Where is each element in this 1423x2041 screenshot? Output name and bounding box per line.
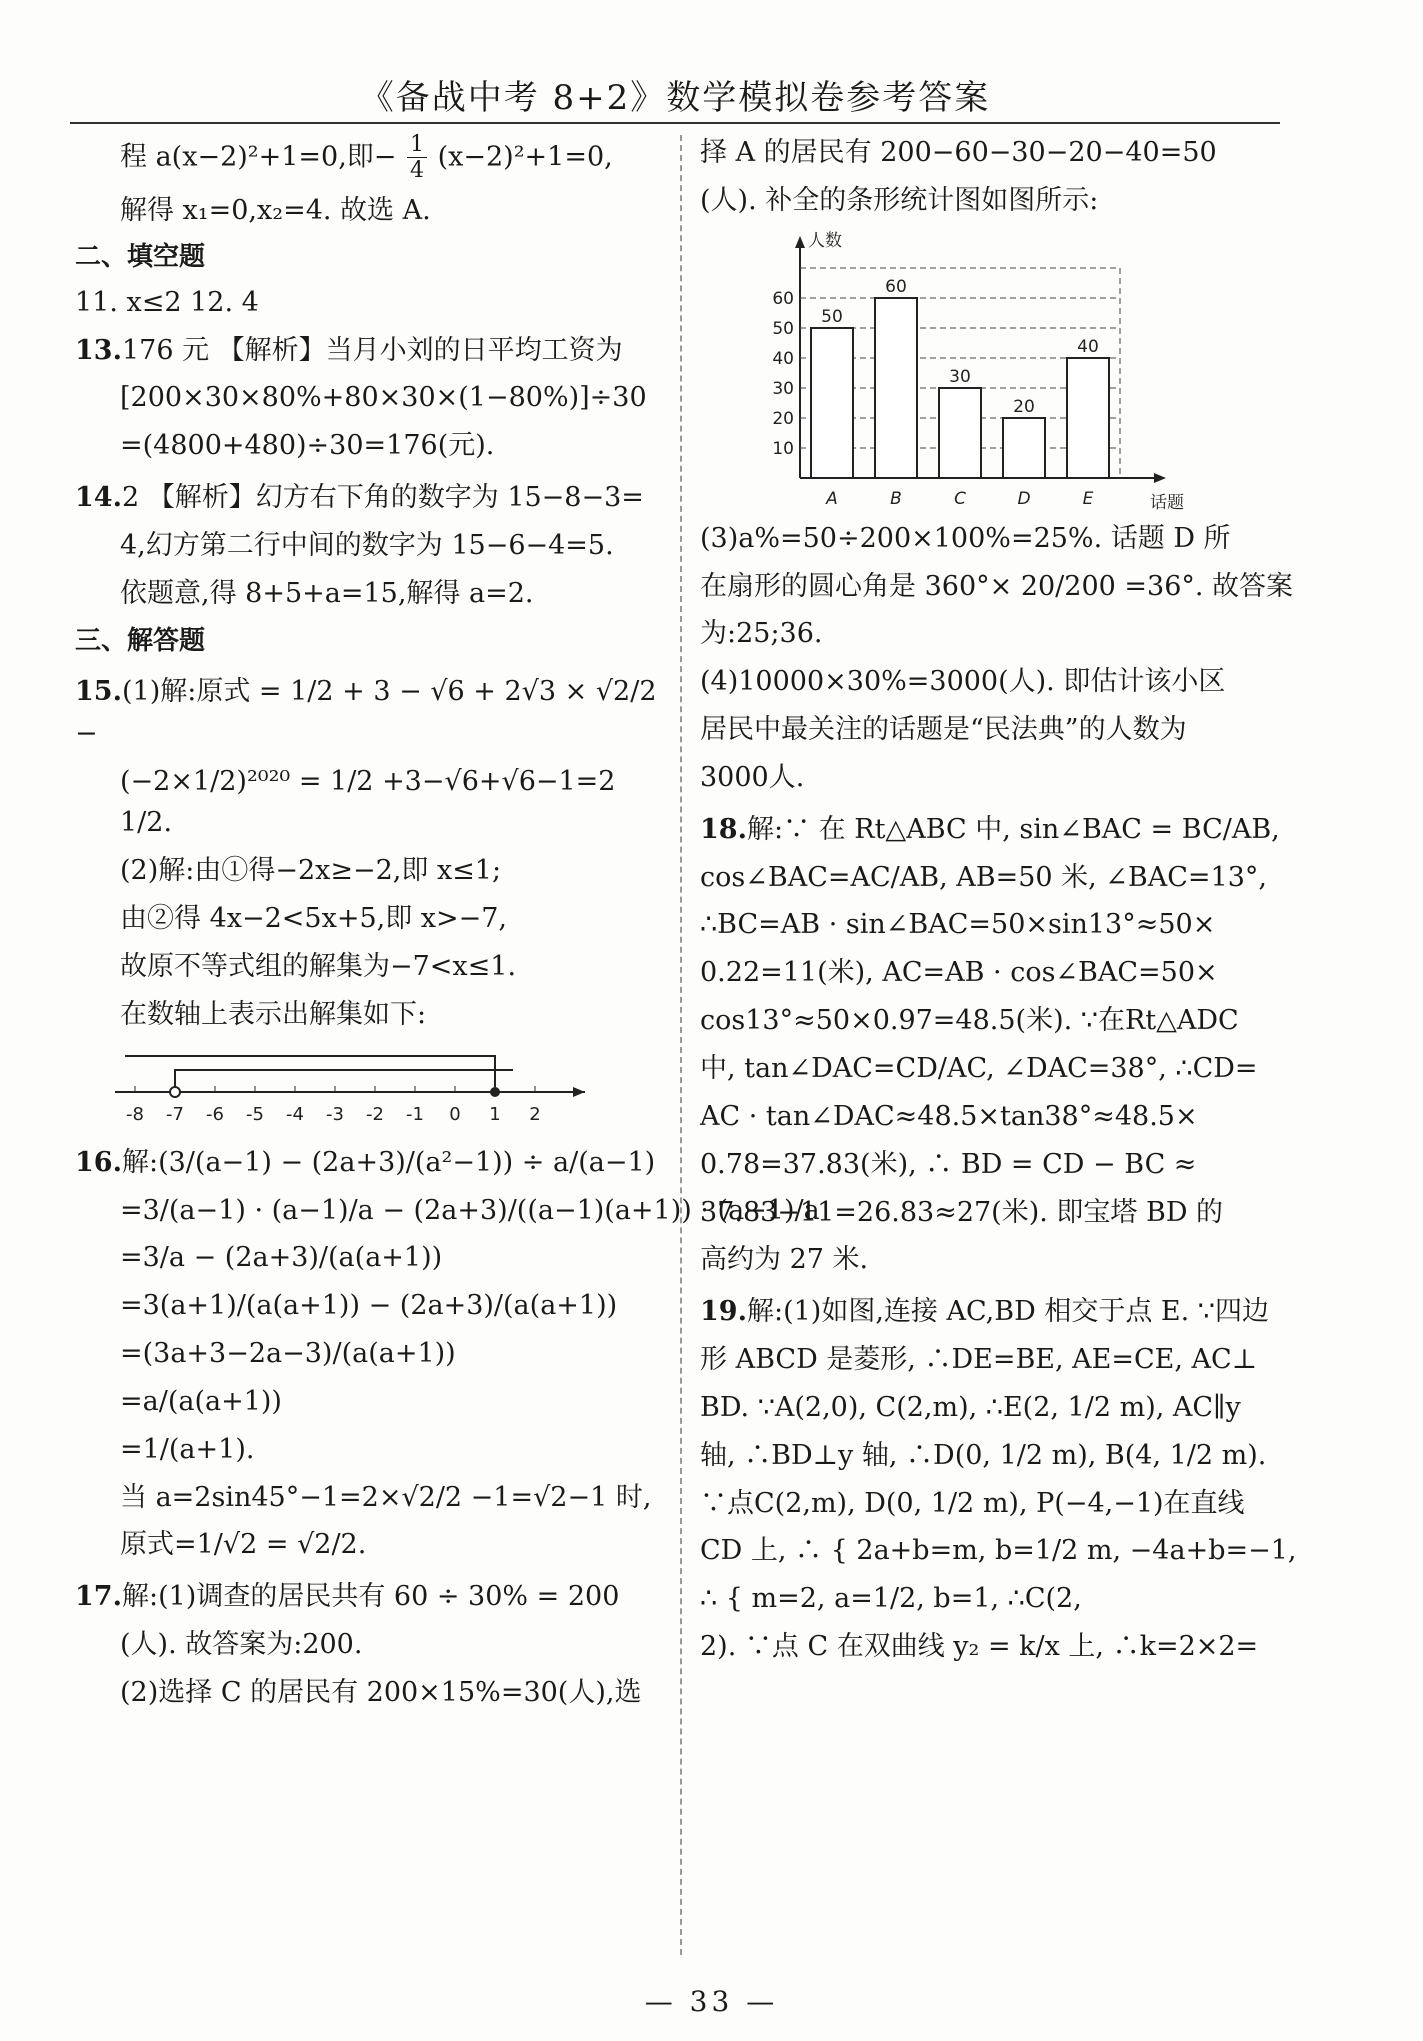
q17-line-7: 在扇形的圆心角是 360°× 20/200 =36°. 故答案 (700, 570, 1294, 602)
bar-value-label: 30 (949, 366, 971, 387)
fraction (407, 132, 427, 184)
bar-A (811, 328, 853, 478)
bar-value-label: 40 (1077, 336, 1099, 357)
q17-line-9: (4)10000×30%=3000(人). 即估计该小区 (700, 666, 1226, 698)
frac-den: 4 (410, 158, 425, 184)
q16-line-4: =3(a+1)/(a(a+1)) − (2a+3)/(a(a+1)) (120, 1290, 618, 1322)
q16-line-1 (75, 1142, 665, 1184)
right-column (700, 132, 1300, 1674)
open-point-minus-7 (170, 1087, 180, 1097)
q14-number: 14. (75, 482, 122, 514)
axis-tick-label: -3 (326, 1103, 344, 1125)
q18-line-8: 0.78=37.83(米), ∴ BD = CD − BC ≈ (700, 1148, 1197, 1180)
q19-line-1 (700, 1291, 1300, 1333)
column-divider (680, 135, 682, 1955)
q14-text-a: 2 【解析】幻方右下角的数字为 15−8−3= (121, 482, 644, 514)
q17-line-2: (人). 故答案为:200. (120, 1629, 363, 1661)
q13-line-1 (75, 330, 665, 372)
q18-text-a: 解:∵ 在 Rt△ABC 中, sin∠BAC = BC/AB, (746, 813, 1280, 845)
q17-line-8: 为:25;36. (700, 618, 823, 650)
q18-line-4: 0.22=11(米), AC=AB · cos∠BAC=50× (700, 957, 1218, 989)
q13-text-a: 176 元 【解析】当月小刘的日平均工资为 (121, 334, 623, 366)
header-rule (70, 122, 1280, 124)
page-number: — 33 — (644, 1985, 779, 2018)
bar-value-label: 50 (821, 306, 843, 327)
axis-tick-label: -2 (366, 1103, 384, 1125)
q15-number: 15. (75, 675, 122, 707)
q11-12-answer: 11. x≤2 12. 4 (75, 286, 259, 318)
bar-C (939, 388, 981, 478)
q16-line-8: 当 a=2sin45°−1=2×√2/2 −1=√2−1 时, (120, 1481, 652, 1513)
axis-tick-label: -1 (406, 1103, 424, 1125)
q16-line-9: 原式=1/√2 = √2/2. (120, 1529, 367, 1561)
q16-line-5: =(3a+3−2a−3)/(a(a+1)) (120, 1338, 456, 1370)
q16-line-7: =1/(a+1). (120, 1433, 255, 1465)
closed-point-1 (490, 1087, 500, 1097)
q15-text-a: (1)解:原式 = 1/2 + 3 − √6 + 2√3 × √2/2 − (75, 675, 657, 749)
q19-line-3: BD. ∵A(2,0), C(2,m), ∴E(2, 1/2 m), AC∥y (700, 1391, 1241, 1423)
q17-number: 17. (75, 1581, 122, 1613)
q15-line-1 (75, 671, 665, 755)
axis-tick-label: -6 (206, 1103, 224, 1125)
q15-line-3: (2)解:由①得−2x≥−2,即 x≤1; (120, 855, 502, 887)
q10-line-1-end: (x−2)²+1=0, (437, 141, 613, 173)
axis-arrow (573, 1087, 585, 1097)
q13-number: 13. (75, 334, 122, 366)
solution-bracket-left (175, 1070, 513, 1087)
axis-tick-label: -5 (246, 1103, 264, 1125)
bar-value-label: 60 (885, 276, 907, 297)
q19-line-5: ∵点C(2,m), D(0, 1/2 m), P(−4,−1)在直线 (700, 1487, 1245, 1519)
q18-line-6: 中, tan∠DAC=CD/AC, ∠DAC=38°, ∴CD= (700, 1052, 1258, 1084)
q19-number: 19. (700, 1296, 747, 1328)
q18-line-3: ∴BC=AB · sin∠BAC=50×sin13°≈50× (700, 909, 1216, 941)
q15-line-5: 故原不等式组的解集为−7<x≤1. (120, 951, 517, 982)
q14-line-1 (75, 477, 665, 519)
q18-line-1 (700, 809, 1300, 851)
x-tick-label: D (1017, 488, 1031, 509)
axis-tick-label: -4 (286, 1103, 304, 1125)
axis-tick-label: -7 (166, 1103, 184, 1125)
axis-tick-label: 1 (489, 1103, 501, 1125)
bar-D (1003, 418, 1045, 478)
q18-number: 18. (700, 813, 747, 845)
q18-line-10: 高约为 27 米. (700, 1244, 869, 1276)
y-tick-label: 20 (772, 408, 794, 429)
bar-value-label: 20 (1013, 396, 1035, 417)
bar-B (875, 298, 917, 478)
q17-line-6: (3)a%=50÷200×100%=25%. 话题 D 所 (700, 522, 1231, 554)
x-axis-arrow (1154, 473, 1166, 483)
x-tick-label: B (890, 488, 902, 509)
x-tick-label: C (954, 488, 966, 509)
q16-number: 16. (75, 1146, 122, 1178)
axis-tick-label: -8 (126, 1103, 144, 1125)
bar-chart (740, 228, 1210, 518)
y-tick-label: 30 (772, 378, 794, 399)
q17-line-5: (人). 补全的条形统计图如图所示: (700, 184, 1099, 216)
q10-line-1-text: 程 a(x−2)²+1=0,即− (120, 141, 397, 173)
number-line (115, 1042, 595, 1132)
q19-line-4: 轴, ∴BD⊥y 轴, ∴D(0, 1/2 m), B(4, 1/2 m). (700, 1439, 1267, 1471)
y-tick-label: 50 (772, 318, 794, 339)
q19-line-2: 形 ABCD 是菱形, ∴DE=BE, AE=CE, AC⊥ (700, 1344, 1258, 1376)
x-tick-label: A (826, 488, 838, 509)
axis-tick-label: 2 (529, 1103, 541, 1125)
page-header: 《备战中考 8+2》数学模拟卷参考答案 (359, 78, 991, 118)
x-axis-label: 话题 (1150, 492, 1184, 513)
q19-line-6: CD 上, ∴ { 2a+b=m, b=1/2 m, −4a+b=−1, (700, 1535, 1297, 1567)
q19-line-7: ∴ { m=2, a=1/2, b=1, ∴C(2, (700, 1583, 1082, 1615)
q16-line-6: =a/(a(a+1)) (120, 1385, 282, 1417)
y-tick-label: 40 (772, 348, 794, 369)
y-axis-arrow (795, 236, 805, 248)
q10-line-1 (75, 132, 665, 184)
bar-E (1067, 358, 1109, 478)
q17-text-a: 解:(1)调查的居民共有 60 ÷ 30% = 200 (121, 1581, 620, 1613)
q14-line-3: 依题意,得 8+5+a=15,解得 a=2. (120, 577, 534, 609)
q15-line-4: 由②得 4x−2<5x+5,即 x>−7, (120, 903, 508, 935)
solution-bracket-right (125, 1056, 495, 1087)
q16-line-3: =3/a − (2a+3)/(a(a+1)) (120, 1242, 443, 1274)
q17-line-10: 居民中最关注的话题是“民法典”的人数为 (700, 714, 1187, 746)
y-tick-label: 10 (772, 438, 794, 459)
q17-line-4: 择 A 的居民有 200−60−30−20−40=50 (700, 137, 1217, 168)
q18-line-5: cos13°≈50×0.97=48.5(米). ∵在Rt△ADC (700, 1005, 1239, 1037)
axis-tick-label: 0 (449, 1103, 461, 1125)
q18-line-9: 37.83−11=26.83≈27(米). 即宝塔 BD 的 (700, 1196, 1224, 1228)
q18-line-7: AC · tan∠DAC≈48.5×tan38°≈48.5× (700, 1100, 1198, 1132)
q17-line-11: 3000人. (700, 761, 805, 793)
y-tick-label: 60 (772, 288, 794, 309)
q17-line-1 (75, 1576, 665, 1618)
q17-line-3: (2)选择 C 的居民有 200×15%=30(人),选 (120, 1676, 642, 1708)
q13-line-3: =(4800+480)÷30=176(元). (120, 430, 495, 462)
section-fill-blank: 二、填空题 (75, 242, 206, 273)
q15-line-6: 在数轴上表示出解集如下: (120, 998, 427, 1030)
section-solutions: 三、解答题 (75, 625, 206, 656)
q16-text-a: 解:(3/(a−1) − (2a+3)/(a²−1)) ÷ a/(a−1) (121, 1146, 656, 1178)
y-axis-label: 人数 (808, 230, 842, 251)
q10-line-2: 解得 x₁=0,x₂=4. 故选 A. (120, 194, 431, 226)
q19-line-8: 2). ∵点 C 在双曲线 y₂ = k/x 上, ∴k=2×2= (700, 1631, 1259, 1663)
q13-line-2: [200×30×80%+80×30×(1−80%)]÷30 (120, 382, 647, 414)
q19-text-a: 解:(1)如图,连接 AC,BD 相交于点 E. ∵四边 (746, 1296, 1269, 1328)
q18-line-2: cos∠BAC=AC/AB, AB=50 米, ∠BAC=13°, (700, 861, 1267, 893)
q14-line-2: 4,幻方第二行中间的数字为 15−6−4=5. (120, 529, 614, 561)
q16-line-2: =3/(a−1) · (a−1)/a − (2a+3)/((a−1)(a+1)) · (a−1)/a (120, 1194, 820, 1226)
x-tick-label: E (1082, 488, 1094, 509)
frac-num: 1 (407, 132, 427, 158)
q15-line-2: (−2×1/2)²⁰²⁰ = 1/2 +3−√6+√6−1=2 1/2. (120, 765, 616, 839)
